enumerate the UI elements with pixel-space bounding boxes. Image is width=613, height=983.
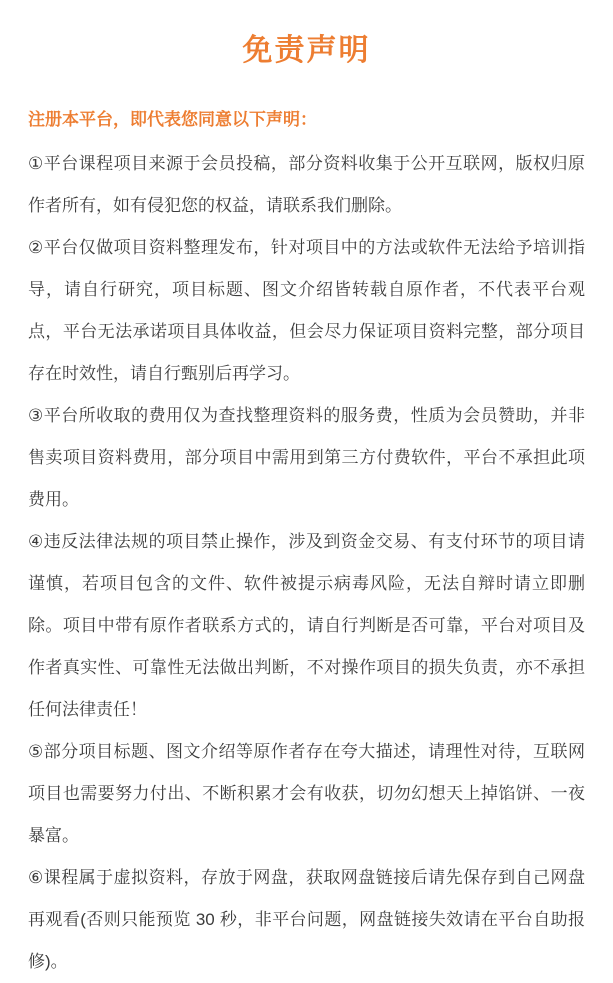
disclaimer-paragraph-2: ②平台仅做项目资料整理发布，针对项目中的方法或软件无法给予培训指导，请自行研究，项目标题、图文介绍皆转载自原作者，不代表平台观点，平台无法承诺项目具体收益，但会尽力保证项目资料完整，部分项目存在时效性，请自行甄别后再学习。 xyxy=(28,238,585,383)
disclaimer-paragraph-3: ③平台所收取的费用仅为查找整理资料的服务费，性质为会员赞助，并非售卖项目资料费用，部分项目中需用到第三方付费软件，平台不承担此项费用。 xyxy=(28,406,585,509)
disclaimer-lead-statement: 注册本平台，即代表您同意以下声明： xyxy=(28,110,317,129)
disclaimer-body xyxy=(0,143,613,983)
disclaimer-paragraph-1: ①平台课程项目来源于会员投稿，部分资料收集于公开互联网，版权归原作者所有，如有侵犯您的权益，请联系我们删除。 xyxy=(28,154,585,215)
disclaimer-paragraph-5: ⑤部分项目标题、图文介绍等原作者存在夸大描述，请理性对待，互联网项目也需要努力付出、不断积累才会有收获，切勿幻想天上掉馅饼、一夜暴富。 xyxy=(28,742,585,845)
page-title: 免责声明 xyxy=(242,34,371,67)
disclaimer-paragraph-4: ④违反法律法规的项目禁止操作，涉及到资金交易、有支付环节的项目请谨慎，若项目包含的文件、软件被提示病毒风险，无法自辩时请立即删除。项目中带有原作者联系方式的，请自行判断是否可靠，平台对项目及作者真实性、可靠性无法做出判断，不对操作项目的损失负责，亦不承担任何法律责任！ xyxy=(28,532,585,719)
disclaimer-paragraph-6: ⑥课程属于虚拟资料，存放于网盘，获取网盘链接后请先保存到自己网盘再观看(否则只能预览 30 秒，非平台问题，网盘链接失效请在平台自助报修)。 xyxy=(28,868,585,971)
